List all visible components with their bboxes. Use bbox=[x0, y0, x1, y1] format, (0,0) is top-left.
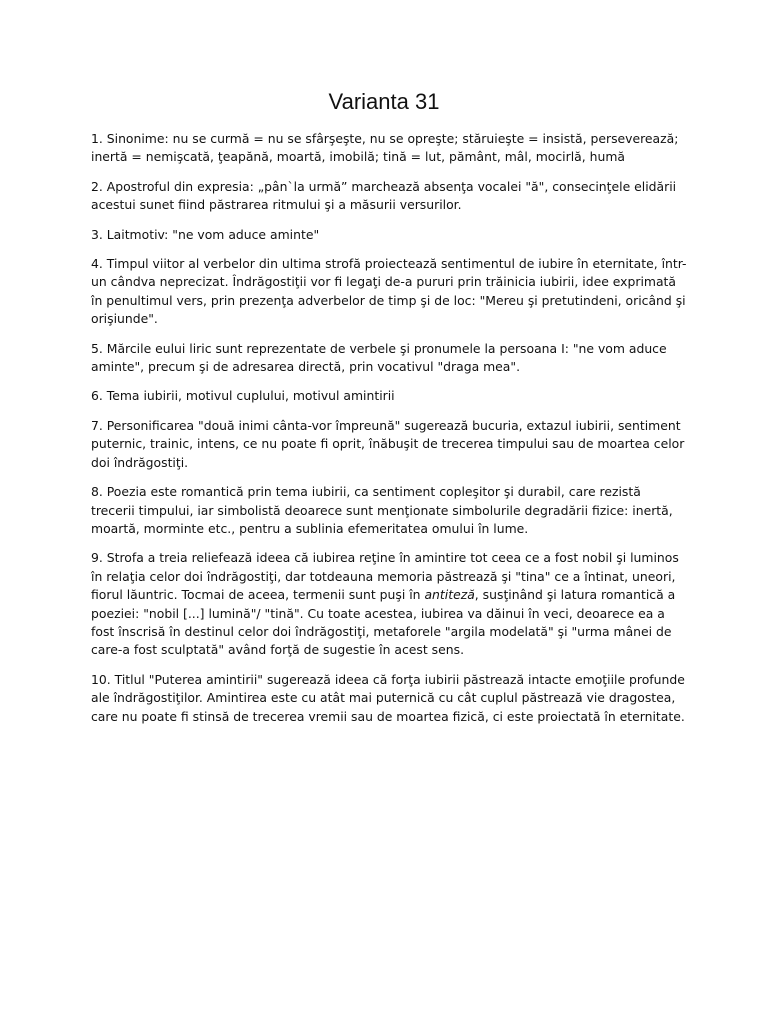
antiteza-emphasis: antiteză bbox=[424, 587, 475, 603]
answer-paragraph-9 bbox=[91, 549, 687, 659]
answer-paragraph-1: 1. Sinonime: nu se curmă = nu se sfârşeşte, nu se opreşte; stăruieşte = insistă, perseverează; inertă = nemişcată, ţeapănă, moartă, imobilă; tină = lut, pământ, mâl, mocirlă, humă bbox=[91, 131, 679, 165]
answer-paragraph-2: 2. Apostroful din expresia: „pân`la urmă” marchează absenţa vocalei "ă", consecinţele elidării acestui sunet fiind păstrarea ritmului şi a măsurii versurilor. bbox=[91, 178, 677, 213]
page-title: Varianta 31 bbox=[328, 89, 440, 114]
answer-paragraph-4: 4. Timpul viitor al verbelor din ultima strofă proiectează sentimentul de iubire în eternitate, într-un cândva neprecizat. Îndrăgostiţii vor fi legaţi de-a pururi prin trăinicia iubirii, idee exprimată în penultimul vers, prin prezenţa adverbelor de timp şi de loc: "Mereu şi pretutindeni, oricând şi orişiunde". bbox=[91, 256, 687, 327]
answer-paragraph-6: 6. Tema iubirii, motivul cuplului, motivul amintirii bbox=[91, 388, 395, 404]
answer-paragraph-5: 5. Mărcile eului liric sunt reprezentate de verbele şi pronumele la persoana I: "ne vom aduce aminte", precum şi de adresarea directă, prin vocativul "draga mea". bbox=[91, 340, 667, 375]
answer-paragraph-3: 3. Laitmotiv: "ne vom aduce aminte" bbox=[91, 226, 320, 242]
answer-paragraph-7: 7. Personificarea "două inimi cânta-vor împreună" sugerează bucuria, extazul iubirii, sentiment puternic, trainic, intens, ce nu poate fi oprit, înăbuşit de trecerea timpului sau de moartea celor doi îndrăgostiţi. bbox=[91, 417, 685, 470]
answers-body bbox=[91, 130, 687, 737]
answer-paragraph-9-part-2: , susţinând şi latura romantică a poeziei: "nobil [...] lumină"/ "tină". Cu toate acestea, iubirea va dăinui în veci, deoarece ea a fost înscrisă în destinul celor doi îndrăgostiţi, metaforele "argila modelată" şi "urma mânei de care-a fost sculptată" având forţă de sugestie în acest sens. bbox=[91, 587, 676, 658]
answer-paragraph-9-part-1: 9. Strofa a treia reliefează ideea că iubirea reţine în amintire tot ceea ce a fost nobil şi luminos în relaţia celor doi îndrăgostiţi, dar totdeauna memoria păstrează şi "tina" ce a întinat, uneori, fiorul lăuntric. Tocmai de aceea, termenii sunt puşi în bbox=[91, 550, 679, 603]
answer-paragraph-8: 8. Poezia este romantică prin tema iubirii, ca sentiment copleşitor şi durabil, care rezistă trecerii timpului, iar simbolistă deoarece sunt menţionate simbolurile degradării fizice: inertă, moartă, morminte etc., pentru a sublinia efemeritatea omului în lume. bbox=[91, 484, 673, 536]
answer-paragraph-10: 10. Titlul "Puterea amintirii" sugerează ideea că forţa iubirii păstrează intacte emoţiile profunde ale îndrăgostiţilor. Amintirea este cu atât mai puternică cu cât cuplul păstrează vie dragostea, care nu poate fi stinsă de trecerea vremii sau de moartea fizică, ci este proiectată în eternitate. bbox=[91, 671, 685, 724]
